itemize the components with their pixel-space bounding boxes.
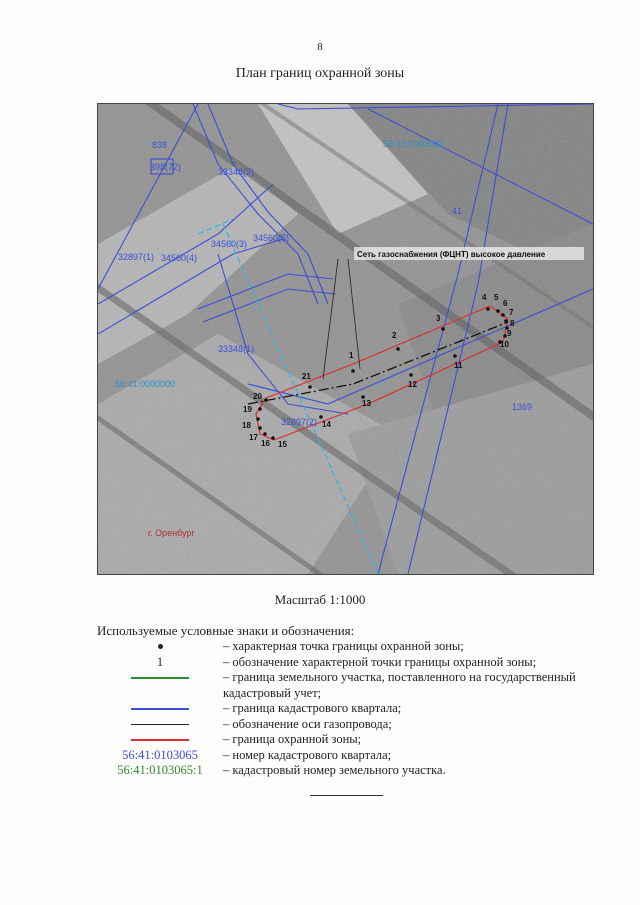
page-title: План границ охранной зоны <box>235 66 405 81</box>
legend-row-parcel-number <box>97 763 617 779</box>
black-line-symbol <box>131 724 189 725</box>
parcel-label: 34560(5) <box>253 233 290 243</box>
orthophoto-map <box>97 103 594 575</box>
point-label: 7 <box>509 308 514 317</box>
point-label: 15 <box>278 440 287 449</box>
closing-rule <box>310 795 383 796</box>
green-line-symbol <box>131 677 189 679</box>
point-label: 8 <box>510 319 515 328</box>
point-number-symbol: 1 <box>156 654 164 669</box>
point-label: 9 <box>507 329 512 338</box>
point-label: 11 <box>454 361 463 370</box>
point-label: 18 <box>242 421 251 430</box>
point-label: 16 <box>261 439 270 448</box>
point-label: 1 <box>349 351 354 360</box>
point-label: 3 <box>436 314 441 323</box>
point-label: 13 <box>362 399 371 408</box>
legend-row-pipeline-axis <box>97 717 617 733</box>
legend <box>97 639 617 779</box>
city-label: г. Оренбург <box>148 528 195 538</box>
legend-text: – граница кадастрового квартала; <box>223 701 402 715</box>
legend-text: – характерная точка границы охранной зоны; <box>223 639 464 653</box>
point-label: 14 <box>322 420 331 429</box>
page-number: 8 <box>317 41 323 53</box>
quarter-label: 56:41:0000000 <box>115 379 176 389</box>
point-label: 19 <box>243 405 252 414</box>
parcel-label: 34560(3) <box>211 239 248 249</box>
parcel-label: 32897(2) <box>281 417 318 427</box>
legend-text: – обозначение характерной точки границы охранной зоны; <box>223 654 537 669</box>
parcel-label: 1369 <box>512 402 533 412</box>
legend-row-protection-zone <box>97 732 617 748</box>
legend-text: – номер кадастрового квартала; <box>223 747 392 762</box>
parcel-label: 32897(1) <box>118 252 155 262</box>
point-label: 5 <box>494 293 499 302</box>
point-label: 6 <box>503 299 508 308</box>
parcel-label: 398(72) <box>150 162 182 172</box>
point-label: 10 <box>500 340 509 349</box>
point-label: 20 <box>253 392 262 401</box>
legend-row-quarter-number <box>97 748 617 764</box>
legend-row-point <box>97 639 617 655</box>
legend-text: – обозначение оси газопровода; <box>223 716 392 731</box>
quarter-number-symbol: 56:41:0103065 <box>122 747 198 762</box>
point-symbol-icon <box>158 644 163 649</box>
point-label: 2 <box>392 331 397 340</box>
map-scale: Масштаб 1:1000 <box>274 592 366 607</box>
legend-text: – граница охранной зоны; <box>223 732 362 746</box>
parcel-label: 33348(1) <box>218 344 255 354</box>
parcel-label: 33348(2) <box>218 167 255 177</box>
legend-row-point-label <box>97 655 617 671</box>
point-label: 4 <box>482 293 487 302</box>
parcel-label: 41 <box>452 206 463 216</box>
point-label: 17 <box>249 433 258 442</box>
point-label: 21 <box>302 372 311 381</box>
parcel-label: 838 <box>152 140 168 150</box>
legend-heading: Используемые условные знаки и обозначения: <box>97 623 355 638</box>
legend-text: – граница земельного участка, поставленного на государственный кадастровый учет; <box>223 670 576 700</box>
map-canvas <box>98 104 593 574</box>
red-line-symbol <box>131 739 189 741</box>
pipeline-callout: Сеть газоснабжения (ФЦНТ) высокое давление <box>357 250 546 259</box>
legend-row-parcel-boundary <box>97 670 617 701</box>
parcel-number-symbol: 56:41:0103065:1 <box>117 763 203 777</box>
legend-row-quarter-boundary <box>97 701 617 717</box>
quarter-label: 56:41:0000000 <box>383 139 444 149</box>
point-label: 12 <box>408 380 417 389</box>
legend-text: – кадастровый номер земельного участка. <box>223 763 446 777</box>
parcel-label: 34560(4) <box>161 253 198 263</box>
blue-line-symbol <box>131 708 189 710</box>
